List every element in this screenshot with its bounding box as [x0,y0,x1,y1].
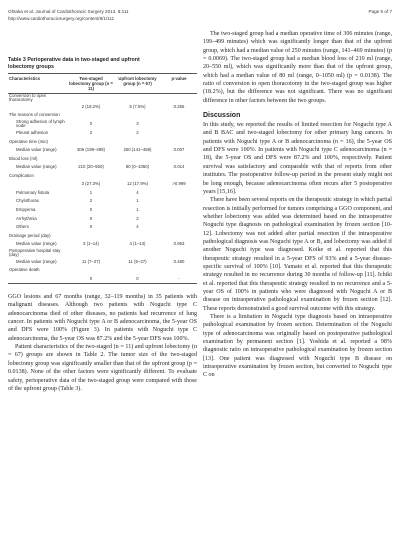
p-value [161,172,197,181]
body-paragraph: The two-staged group had a median operative time of 306 minutes (range, 199–499 minutes) which was significantly longer than that of the upfront group, which had a median value of 250 minutes (range, 141–469 minutes) (p = 0.0069). The two-staged group had a median blood loss of 210 ml (range, 20–550 ml), which was significantly more than that of the upfront group, which had a median value of 80 ml (range, 0–1050 ml) (p = 0.0138). The ratio of conversion to open thoracotomy in the two-staged group was higher (18.2%), but the difference was not significant. There was no significant difference in other factors between the two groups. [203,31,392,104]
table-caption: Table 3 Perioperative data in two-staged and upfront lobectomy groups [8,57,140,70]
table-row [8,146,197,155]
row-label [8,180,68,189]
two-staged-value: 2 [89,130,93,136]
upfront-value [114,249,161,258]
upfront-value [114,172,161,181]
row-label: Blood loss (ml) [9,155,38,161]
upfront-value: 250 (141–469) [123,147,152,153]
table-row [8,163,197,172]
upfront-value: 5 (7.5%) [129,103,146,109]
upfront-value: 2 [136,215,139,221]
two-staged-value [68,155,114,164]
journal-citation: Ohtaka et al. Journal of Cardiothoracic Surgery 2013, 8:111 [8,9,129,14]
table-row [8,129,197,138]
table-row [8,93,197,103]
two-staged-value [68,266,114,275]
two-staged-value: 3 (1–14) [82,241,99,247]
row-label: Postoperative hospital stay (day) [9,247,61,258]
table-row [8,138,197,147]
table-row [8,180,197,189]
table-row [8,215,197,224]
row-label: Median value (range) [16,147,57,153]
two-staged-value: 210 (20–550) [78,164,104,170]
upfront-value [114,232,161,241]
two-staged-value [68,93,114,103]
article-url[interactable]: http://www.cardiothoracicsurgery.org/content/8/1/111 [8,16,115,21]
p-value: 0.953 [173,241,185,247]
p-value: 0.014 [173,164,185,170]
p-value [161,197,197,206]
upfront-value: 11 (5–27) [128,258,147,264]
p-value [161,93,197,103]
two-staged-value [68,111,114,120]
body-paragraph: There is a limitation in Noguchi type diagnosis based on intraoperative pathological examination by frozen section. Determination of the Noguchi type of adenocarcinoma was originally based on postoperative pathological examination by permanent section [1]. Yoshida et al. reported a 98% diagnostic ratio on intraoperative pathological examination by frozen section [13]. One patient was diagnosed with Noguchi type B disease on intraoperative examination by frozen section, but converted to Noguchi type C on [203,314,392,379]
upfront-value [114,138,161,147]
p-value [161,120,197,129]
two-staged-value: 0 [89,121,93,127]
row-label: The reasons of conversion [9,112,60,118]
p-value [161,215,197,224]
two-staged-value: 0 [89,215,93,221]
upfront-value: 4 [136,224,139,230]
table-row [8,120,197,129]
two-staged-value [68,232,114,241]
p-value [161,206,197,215]
two-staged-value: 11 (7–27) [81,258,101,264]
upfront-value: 0 [114,275,161,284]
right-column [203,30,392,380]
row-label [8,275,68,284]
upfront-value [114,155,161,164]
upfront-value: 80 (0–1050) [125,164,150,170]
two-staged-value: 1 [89,189,93,195]
row-label: Drainage period (day) [9,232,51,238]
p-value [161,155,197,164]
table-row [8,103,197,112]
upfront-value: 3 [136,121,139,127]
upfront-value: 12 (17.9%) [126,181,149,187]
upfront-value [114,111,161,120]
upfront-value: 4 [136,189,139,195]
body-paragraph: Patient characteristics of the two-staged (n = 11) and upfront lobectomy (n = 67) groups are shown in Table 2. The tumor size of the two-staged lobectomy group was significantly smaller than that of the upfront group (p = 0.0138). None of the other factors were significantly different. To evaluate safety, perioperative data of the two-staged group were compared with those of the upfront group (Table 3). [8,344,197,392]
table-row [8,206,197,215]
row-label: Operative time (min) [9,138,48,144]
upfront-value: 1 [136,206,139,212]
p-value: - [161,275,197,284]
table-body [8,93,197,283]
two-staged-value: 2 [89,198,93,204]
p-value: 0.255 [173,103,185,109]
p-value: 0.480 [173,258,185,264]
table-row [8,172,197,181]
table-row [8,258,197,267]
p-value [161,111,197,120]
left-column [8,30,197,393]
upfront-value [114,93,161,103]
p-value [161,189,197,198]
row-label: Pulmonary fistula [16,189,49,195]
row-label: Conversion to open thoracotomy [9,92,47,103]
row-label: Median value (range) [16,258,57,264]
column-header: Upfront lobectomy group (n = 67) [114,74,161,94]
two-staged-value [68,249,114,258]
upfront-value: 1 [136,198,139,204]
two-staged-value: 0 [68,275,114,284]
perioperative-data-table [8,73,197,284]
body-paragraph: GGO lesions and 67 months (range, 32–119 months) in 35 patients with malignant diseases. Although two patients with Noguchi type C adenocarcinoma died of other diseases, no patients had recurrence of lung cancer. In patients with Noguchi type A or B adenocarcinoma, the 5-year OS and DFS were 100% (Figure 3). In patients with Noguchi type C adenocarcinoma, the 5-year OS was 87.2% and the 5-year DFS was 100%. [8,294,197,342]
row-label: Median value (range) [16,164,57,170]
p-value [161,232,197,241]
row-label: Chylothorax [16,198,39,204]
body-paragraph: In this study, we reported the results of limited resection for Noguchi type A and B BAC and two-staged lobectomy for other primary lung cancers. In patients with Noguchi type A or B adenocarcinoma (n = 16), the 5-year OS and DFS were 100%. In patients with Noguchi type C adenocarcinoma (n = 18), the 5-year OS and DFS were 87.2% and 100%, respectively. Patient survival was satisfactory and comparable with that of reports from other institutes. The postoperative follow-up period in the present study might not be long enough, because adenocarcinoma often recurs after 5 postoperative years [15,16]. [203,122,392,195]
table-row [8,223,197,232]
column-header: Characteristics [8,74,68,94]
table-header-row [8,74,197,94]
p-value [161,249,197,258]
row-label: Strong adhesion of lymph node [16,118,65,129]
two-staged-value [68,172,114,181]
row-label: Complication [9,172,34,178]
row-label: Pleural adhesion [16,130,49,136]
p-value [161,138,197,147]
two-staged-value: 0 [89,224,93,230]
upfront-value [114,266,161,275]
p-value [161,223,197,232]
section-title: Discussion [203,112,241,120]
page-header [8,9,392,27]
left-body-text [8,293,197,393]
table-row [8,189,197,198]
two-staged-value: 3 (27.3%) [81,181,101,187]
two-staged-value: 2 (18.2%) [81,103,101,109]
table-row [8,249,197,258]
row-label: Empyema [16,206,36,212]
table-row [8,266,197,275]
p-value [161,129,197,138]
body-paragraph: There have been several reports on the therapeutic strategy in which partial resection is initially performed for tumors comprising a GGO component, and whether lobectomy was added was determined based on the intraoperative Noguchi type diagnosis on pathological examination by frozen section [10-12]. Lobectomy was not added after partial resection if the intraoperative pathological diagnosis was Noguchi type A or B, and lobectomy was added if another Noguchi type was diagnosed. Koike et al. reported that this therapeutic strategy resulted in a 5-year DFS of 93% and a 5-year disease-specific survival of 100% [10]. Yamato et al. reported that this therapeutic strategy resulted in no recurrence during 30 months of follow-up [11]. Ichiki et al. reported that this therapeutic strategy resulted in no recurrence and a 5-year OS of 100% in patients who were diagnosed with Noguchi A or B disease on intraoperative pathological examination by frozen section [12]. These reports demonstrated a good survival outcome with this strategy. [203,197,392,312]
column-header: Two-staged lobectomy group (n = 11) [68,74,114,94]
p-value: >0.999 [172,181,186,187]
row-label: Others [16,224,29,230]
p-value: 0.007 [173,147,185,153]
two-staged-value [68,138,114,147]
table-row [8,197,197,206]
table-row [8,275,197,284]
table-row [8,232,197,241]
row-label [8,103,68,112]
row-label: Median value (range) [16,241,57,247]
two-staged-value: 306 (199–499) [77,147,105,153]
upfront-value: 4 (1–13) [129,241,146,247]
upfront-value: 2 [136,130,139,136]
table-row [8,155,197,164]
two-staged-value: 0 [89,206,93,212]
row-label: Arrhythmia [16,215,37,221]
row-label: Operative death [9,267,40,273]
column-header: p-value [161,74,197,94]
p-value [161,266,197,275]
page-number: Page 5 of 7 [368,9,392,14]
